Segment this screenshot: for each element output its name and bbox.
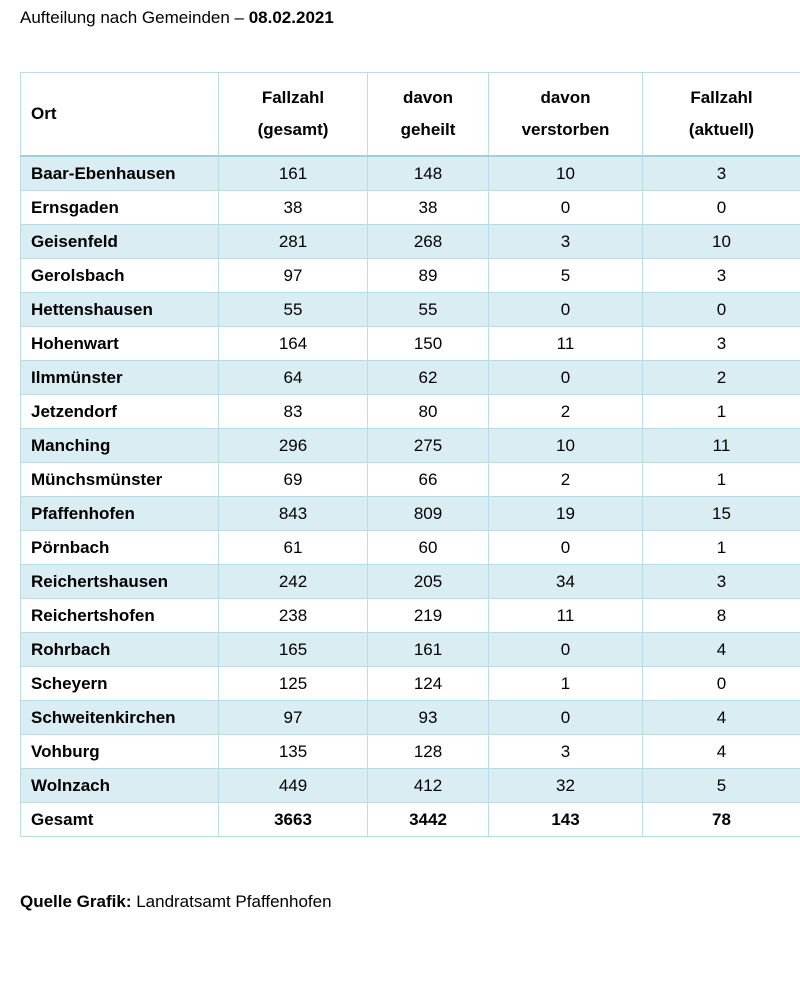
table-row — [21, 327, 800, 361]
cell-fallzahl-aktuell: 4 — [643, 633, 800, 667]
cases-table — [20, 72, 800, 837]
table-row — [21, 565, 800, 599]
cell-fallzahl-aktuell: 8 — [643, 599, 800, 633]
total-davon-geheilt: 3442 — [368, 803, 489, 837]
cell-fallzahl-gesamt: 164 — [219, 327, 368, 361]
cell-fallzahl-gesamt: 97 — [219, 259, 368, 293]
cell-ort: Ernsgaden — [21, 191, 219, 225]
cell-davon-verstorben: 0 — [489, 361, 643, 395]
header-ort: Ort — [21, 73, 219, 157]
cell-fallzahl-aktuell: 0 — [643, 191, 800, 225]
cell-davon-verstorben: 3 — [489, 225, 643, 259]
cell-davon-geheilt: 128 — [368, 735, 489, 769]
cell-fallzahl-aktuell: 1 — [643, 395, 800, 429]
cell-fallzahl-gesamt: 64 — [219, 361, 368, 395]
cell-fallzahl-gesamt: 161 — [219, 156, 368, 191]
cell-davon-geheilt: 89 — [368, 259, 489, 293]
cell-fallzahl-gesamt: 449 — [219, 769, 368, 803]
cell-fallzahl-aktuell: 3 — [643, 565, 800, 599]
cell-davon-verstorben: 2 — [489, 395, 643, 429]
table-row — [21, 259, 800, 293]
cell-ort: Hettenshausen — [21, 293, 219, 327]
cell-fallzahl-aktuell: 4 — [643, 735, 800, 769]
table-row — [21, 156, 800, 191]
cell-ort: Jetzendorf — [21, 395, 219, 429]
table-header-row — [21, 73, 800, 157]
cell-davon-geheilt: 124 — [368, 667, 489, 701]
table-row — [21, 293, 800, 327]
cell-fallzahl-gesamt: 55 — [219, 293, 368, 327]
title-date: 08.02.2021 — [248, 8, 334, 27]
cell-davon-verstorben: 0 — [489, 293, 643, 327]
cell-davon-verstorben: 5 — [489, 259, 643, 293]
cell-davon-verstorben: 0 — [489, 633, 643, 667]
cell-davon-verstorben: 34 — [489, 565, 643, 599]
cell-davon-verstorben: 3 — [489, 735, 643, 769]
cell-davon-geheilt: 809 — [368, 497, 489, 531]
cell-fallzahl-gesamt: 69 — [219, 463, 368, 497]
cell-davon-geheilt: 205 — [368, 565, 489, 599]
cell-davon-verstorben: 10 — [489, 429, 643, 463]
cell-ort: Pörnbach — [21, 531, 219, 565]
cell-ort: Gerolsbach — [21, 259, 219, 293]
cell-davon-geheilt: 93 — [368, 701, 489, 735]
cell-davon-verstorben: 32 — [489, 769, 643, 803]
cell-davon-verstorben: 11 — [489, 599, 643, 633]
cell-davon-verstorben: 11 — [489, 327, 643, 361]
cell-fallzahl-aktuell: 0 — [643, 667, 800, 701]
cell-ort: Scheyern — [21, 667, 219, 701]
cell-davon-verstorben: 0 — [489, 531, 643, 565]
table-row — [21, 395, 800, 429]
cell-fallzahl-aktuell: 2 — [643, 361, 800, 395]
table-row — [21, 701, 800, 735]
cell-fallzahl-gesamt: 97 — [219, 701, 368, 735]
cell-ort: Vohburg — [21, 735, 219, 769]
table-row — [21, 429, 800, 463]
cell-ort: Ilmmünster — [21, 361, 219, 395]
cell-ort: Geisenfeld — [21, 225, 219, 259]
total-ort: Gesamt — [21, 803, 219, 837]
cell-ort: Reichertshausen — [21, 565, 219, 599]
cell-fallzahl-gesamt: 38 — [219, 191, 368, 225]
cell-fallzahl-gesamt: 125 — [219, 667, 368, 701]
cell-ort: Münchsmünster — [21, 463, 219, 497]
cell-ort: Rohrbach — [21, 633, 219, 667]
cell-fallzahl-gesamt: 61 — [219, 531, 368, 565]
cell-ort: Reichertshofen — [21, 599, 219, 633]
cell-davon-verstorben: 0 — [489, 191, 643, 225]
cell-davon-geheilt: 275 — [368, 429, 489, 463]
table-row — [21, 225, 800, 259]
cell-fallzahl-gesamt: 296 — [219, 429, 368, 463]
cell-davon-geheilt: 268 — [368, 225, 489, 259]
table-row — [21, 667, 800, 701]
header-fallzahl-aktuell: Fallzahl (aktuell) — [643, 73, 800, 157]
source-label: Quelle Grafik: — [20, 892, 132, 911]
table-row — [21, 191, 800, 225]
cell-fallzahl-aktuell: 15 — [643, 497, 800, 531]
cell-fallzahl-aktuell: 3 — [643, 327, 800, 361]
cell-fallzahl-gesamt: 281 — [219, 225, 368, 259]
header-davon-verstorben: davon verstorben — [489, 73, 643, 157]
cell-davon-geheilt: 38 — [368, 191, 489, 225]
table-row — [21, 735, 800, 769]
cell-ort: Manching — [21, 429, 219, 463]
cell-fallzahl-gesamt: 135 — [219, 735, 368, 769]
source-text: Landratsamt Pfaffenhofen — [131, 892, 332, 911]
cell-fallzahl-aktuell: 1 — [643, 531, 800, 565]
cell-davon-geheilt: 55 — [368, 293, 489, 327]
cell-fallzahl-aktuell: 3 — [643, 156, 800, 191]
cell-fallzahl-gesamt: 83 — [219, 395, 368, 429]
cell-ort: Hohenwart — [21, 327, 219, 361]
cell-fallzahl-aktuell: 10 — [643, 225, 800, 259]
cell-davon-geheilt: 62 — [368, 361, 489, 395]
total-davon-verstorben: 143 — [489, 803, 643, 837]
cell-davon-geheilt: 60 — [368, 531, 489, 565]
cell-davon-verstorben: 2 — [489, 463, 643, 497]
cell-fallzahl-gesamt: 843 — [219, 497, 368, 531]
cell-davon-geheilt: 412 — [368, 769, 489, 803]
total-fallzahl-aktuell: 78 — [643, 803, 800, 837]
table-row — [21, 463, 800, 497]
cell-davon-geheilt: 80 — [368, 395, 489, 429]
cell-davon-geheilt: 219 — [368, 599, 489, 633]
cell-davon-verstorben: 19 — [489, 497, 643, 531]
cell-fallzahl-gesamt: 165 — [219, 633, 368, 667]
cell-davon-verstorben: 10 — [489, 156, 643, 191]
cell-fallzahl-aktuell: 1 — [643, 463, 800, 497]
cell-fallzahl-aktuell: 5 — [643, 769, 800, 803]
header-fallzahl-gesamt: Fallzahl (gesamt) — [219, 73, 368, 157]
table-row — [21, 633, 800, 667]
page-title — [20, 8, 334, 28]
cell-davon-geheilt: 148 — [368, 156, 489, 191]
cell-fallzahl-aktuell: 4 — [643, 701, 800, 735]
table-row — [21, 769, 800, 803]
table-row — [21, 599, 800, 633]
cell-davon-verstorben: 1 — [489, 667, 643, 701]
cell-davon-geheilt: 66 — [368, 463, 489, 497]
cell-fallzahl-aktuell: 11 — [643, 429, 800, 463]
cell-ort: Wolnzach — [21, 769, 219, 803]
cell-fallzahl-aktuell: 3 — [643, 259, 800, 293]
table-row — [21, 497, 800, 531]
table-row — [21, 361, 800, 395]
title-text: Aufteilung nach Gemeinden – — [20, 8, 249, 27]
total-fallzahl-gesamt: 3663 — [219, 803, 368, 837]
table-row — [21, 531, 800, 565]
cell-fallzahl-gesamt: 238 — [219, 599, 368, 633]
header-davon-geheilt: davon geheilt — [368, 73, 489, 157]
cell-fallzahl-aktuell: 0 — [643, 293, 800, 327]
cell-davon-verstorben: 0 — [489, 701, 643, 735]
cell-ort: Schweitenkirchen — [21, 701, 219, 735]
cell-davon-geheilt: 161 — [368, 633, 489, 667]
cell-ort: Pfaffenhofen — [21, 497, 219, 531]
table-total-row — [21, 803, 800, 837]
source-note — [20, 892, 332, 912]
cell-fallzahl-gesamt: 242 — [219, 565, 368, 599]
cell-davon-geheilt: 150 — [368, 327, 489, 361]
cell-ort: Baar-Ebenhausen — [21, 156, 219, 191]
